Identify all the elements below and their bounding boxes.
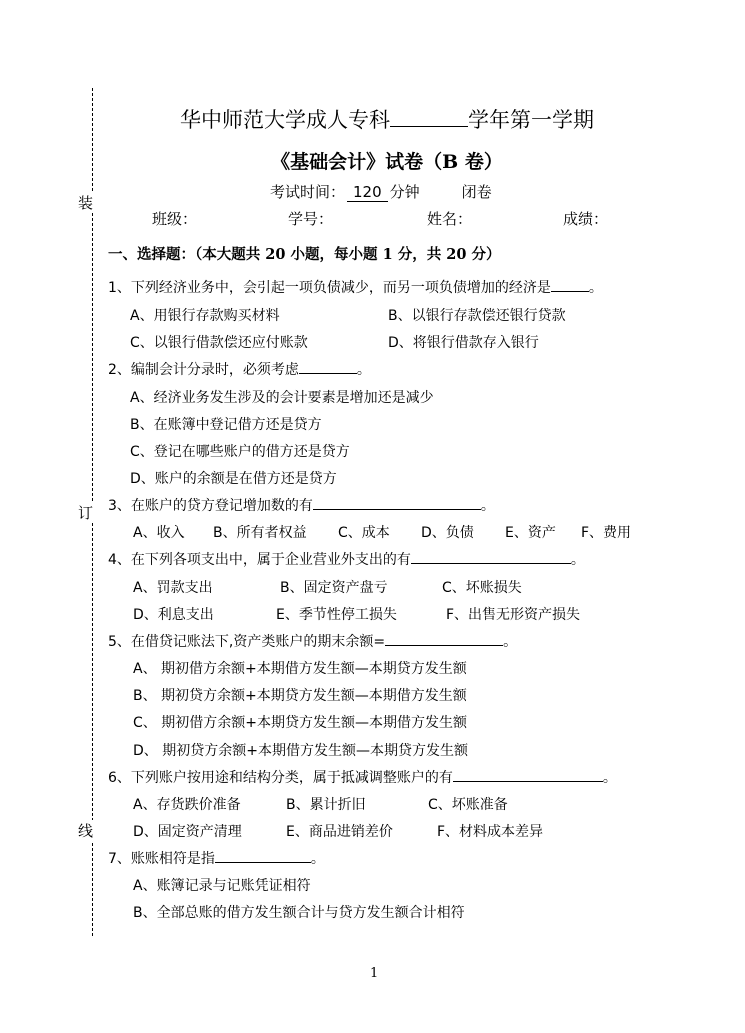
stem-end: 。 <box>480 498 495 514</box>
option: A、用银行存款购买材料 <box>130 308 280 324</box>
option: E、资产 <box>505 525 556 541</box>
question-3-stem: 3、在账户的贷方登记增加数的有 <box>108 498 313 514</box>
name-label: 姓名： <box>427 210 473 228</box>
option: C、以银行借款偿还应付账款 <box>130 335 308 351</box>
option: C、成本 <box>338 525 390 541</box>
stem-end: 。 <box>570 552 585 568</box>
option: E、商品进销差价 <box>286 824 393 840</box>
exam-time-value: 120 <box>347 183 388 202</box>
question-4 <box>108 549 585 569</box>
exam-time-line <box>270 181 492 202</box>
option: D、负债 <box>421 525 474 541</box>
option: D、账户的余额是在借方还是贷方 <box>130 471 337 487</box>
option: A、经济业务发生涉及的会计要素是增加还是减少 <box>130 390 434 406</box>
score-label: 成绩： <box>563 210 609 228</box>
option: D、 期初贷方余额+本期借方发生额—本期贷方发生额 <box>133 743 468 759</box>
student-id-label: 学号： <box>288 210 334 228</box>
option: F、材料成本差异 <box>437 824 544 840</box>
option: D、利息支出 <box>133 607 214 623</box>
option: B、在账簿中登记借方还是贷方 <box>130 417 322 433</box>
question-5-stem: 5、在借贷记账法下,资产类账户的期末余额= <box>108 634 386 650</box>
question-7-stem: 7、账账相符是指 <box>108 851 215 867</box>
option: A、账簿记录与记账凭证相符 <box>133 878 311 894</box>
option: B、累计折旧 <box>286 797 366 813</box>
stem-end: 。 <box>356 362 371 378</box>
option: F、出售无形资产损失 <box>446 607 581 623</box>
option: A、 期初借方余额+本期借方发生额—本期贷方发生额 <box>133 661 467 677</box>
stem-end: 。 <box>588 280 603 296</box>
stem-end: 。 <box>310 851 325 867</box>
question-4-stem: 4、在下列各项支出中，属于企业营业外支出的有 <box>108 552 411 568</box>
page-title <box>92 104 682 134</box>
section-heading: 一、选择题：（本大题共 20 小题，每小题 1 分，共 20 分） <box>108 246 501 263</box>
answer-blank <box>299 359 357 374</box>
question-2-stem: 2、编制会计分录时，必须考虑 <box>108 362 299 378</box>
question-6 <box>108 767 617 787</box>
page-number: 1 <box>370 966 379 981</box>
margin-char-zhuang: 装 <box>78 194 94 212</box>
margin-char-ding: 订 <box>78 504 94 522</box>
stem-end: 。 <box>503 634 518 650</box>
exam-type: 闭卷 <box>461 183 492 201</box>
option: B、所有者权益 <box>213 525 307 541</box>
option: C、坏账损失 <box>442 580 522 596</box>
option: F、费用 <box>581 525 632 541</box>
option: A、罚款支出 <box>133 580 213 596</box>
question-1 <box>108 277 603 297</box>
option: D、固定资产清理 <box>133 824 242 840</box>
stem-end: 。 <box>602 770 617 786</box>
title-university: 华中师范大学成人专科 <box>180 108 390 132</box>
question-7 <box>108 848 325 868</box>
option: A、收入 <box>133 525 185 541</box>
margin-char-xian: 线 <box>78 822 94 840</box>
year-blank <box>390 108 468 127</box>
question-3 <box>108 495 495 515</box>
option: C、 期初借方余额+本期贷方发生额—本期借方发生额 <box>133 715 467 731</box>
question-1-stem: 1、下列经济业务中，会引起一项负债减少，而另一项负债增加的经济是 <box>108 280 551 296</box>
answer-blank <box>313 495 481 510</box>
exam-time-label: 考试时间： <box>270 183 346 201</box>
question-5 <box>108 631 517 651</box>
answer-blank <box>453 767 603 782</box>
exam-time-unit: 分钟 <box>389 183 420 201</box>
option: E、季节性停工损失 <box>276 607 397 623</box>
title-term: 学年第一学期 <box>468 108 594 132</box>
option: B、固定资产盘亏 <box>280 580 388 596</box>
question-2 <box>108 359 371 379</box>
answer-blank <box>385 631 503 646</box>
option: A、存货跌价准备 <box>133 797 241 813</box>
option: D、将银行借款存入银行 <box>388 335 539 351</box>
class-label: 班级： <box>152 210 198 228</box>
answer-blank <box>551 277 589 292</box>
exam-subtitle: 《基础会计》试卷（B 卷） <box>271 151 503 173</box>
question-6-stem: 6、下列账户按用途和结构分类，属于抵减调整账户的有 <box>108 770 453 786</box>
option: B、全部总账的借方发生额合计与贷方发生额合计相符 <box>133 905 465 921</box>
option: C、登记在哪些账户的借方还是贷方 <box>130 444 350 460</box>
option: C、坏账准备 <box>428 797 508 813</box>
answer-blank <box>411 549 571 564</box>
option: B、以银行存款偿还银行贷款 <box>388 308 566 324</box>
option: B、 期初贷方余额+本期贷方发生额—本期借方发生额 <box>133 688 467 704</box>
answer-blank <box>215 848 311 863</box>
